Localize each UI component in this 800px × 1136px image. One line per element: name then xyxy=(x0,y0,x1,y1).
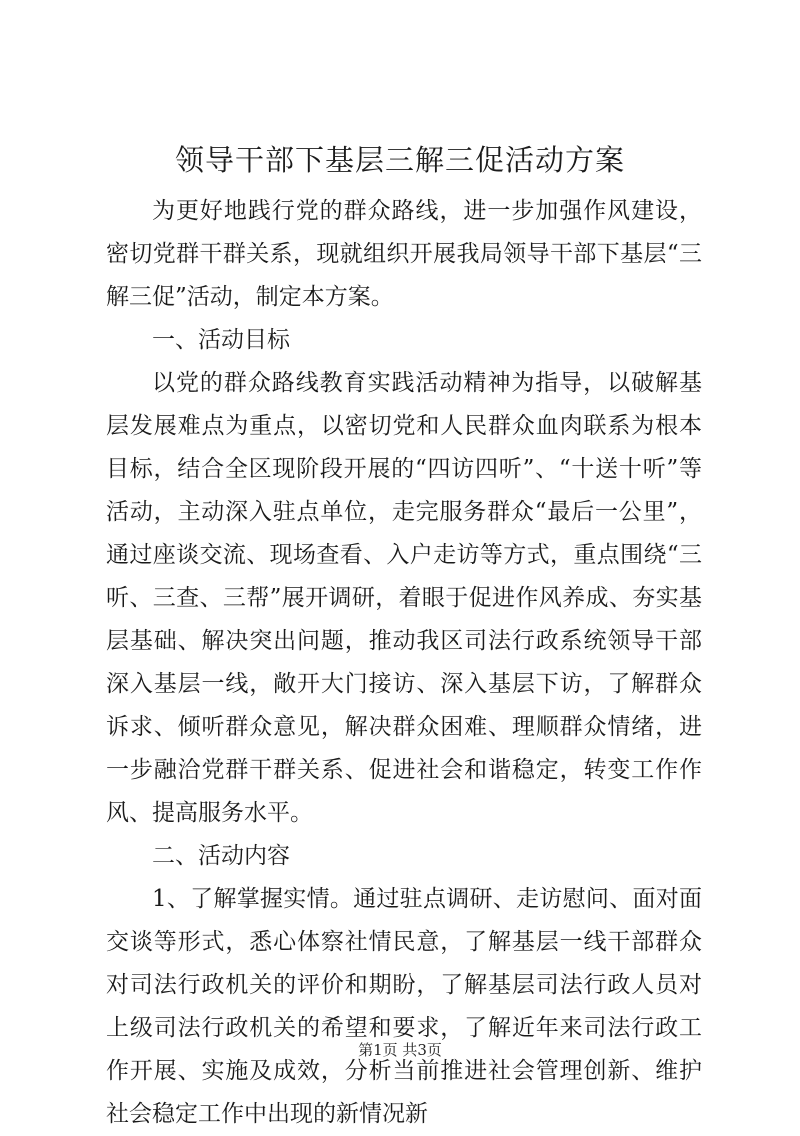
section-heading-goals: 一、活动目标 xyxy=(152,327,290,353)
page-number-footer: 第1页 共3页 xyxy=(358,1041,442,1059)
content-item-1-paragraph: 1、了解掌握实情。通过驻点调研、走访慰问、面对面交谈等形式，悉心体察社情民意，了解基层一线干部群众对司法行政机关的评价和期盼，了解基层司法行政人员对上级司法行政机关的希望和要求，了解近年来司法行政工作开展、实施及成效，分析当前推进社会管理创新、维护社会稳定工作中出现的新情况新 xyxy=(106,886,702,1127)
document-body xyxy=(106,190,702,1136)
document-title: 领导干部下基层三解三促活动方案 xyxy=(174,143,625,177)
section-heading-content: 二、活动内容 xyxy=(152,843,290,869)
intro-paragraph: 为更好地践行党的群众路线，进一步加强作风建设，密切党群干群关系，现就组织开展我局领导干部下基层“三解三促”活动，制定本方案。 xyxy=(106,198,702,310)
goals-paragraph: 以党的群众路线教育实践活动精神为指导，以破解基层发展难点为重点，以密切党和人民群众血肉联系为根本目标，结合全区现阶段开展的“四访四听”、“十送十听”等活动，主动深入驻点单位，走完服务群众“最后一公里”，通过座谈交流、现场查看、入户走访等方式，重点围绕“三听、三查、三帮”展开调研，着眼于促进作风养成、夯实基层基础、解决突出问题，推动我区司法行政系统领导干部深入基层一线，敞开大门接访、深入基层下访，了解群众诉求、倾听群众意见，解决群众困难、理顺群众情绪，进一步融洽党群干群关系、促进社会和谐稳定，转变工作作风、提高服务水平。 xyxy=(106,370,702,826)
